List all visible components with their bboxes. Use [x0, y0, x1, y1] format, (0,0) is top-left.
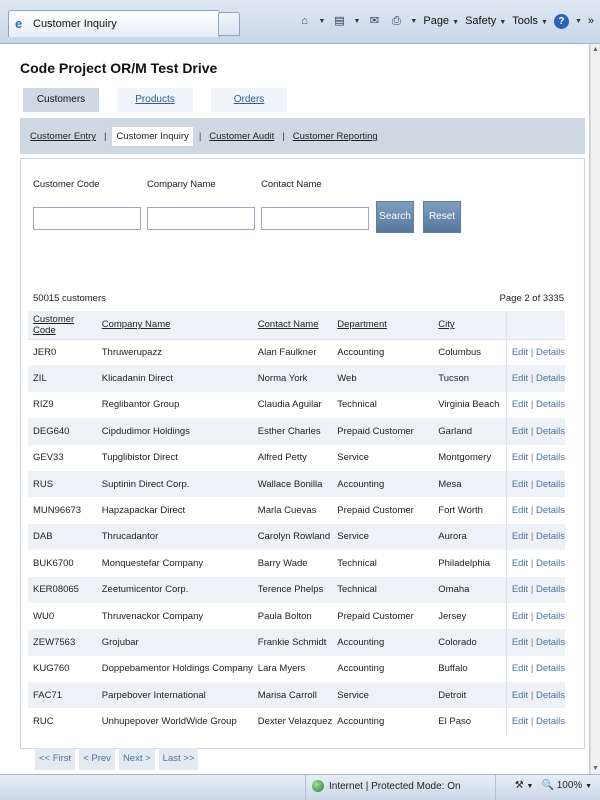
table-row	[28, 603, 565, 629]
details-link[interactable]: Details	[535, 663, 565, 675]
customer-code-label: Customer Code	[33, 179, 100, 190]
tab-orders[interactable]: Orders	[211, 88, 287, 112]
page-menu[interactable]: Page ▼	[423, 15, 460, 27]
cell-company-name: Tupglibistor Direct	[101, 452, 178, 464]
details-link[interactable]: Details	[535, 689, 565, 701]
edit-link[interactable]: Edit	[511, 452, 529, 464]
row-actions	[506, 445, 565, 471]
table-row	[28, 708, 565, 734]
details-link[interactable]: Details	[535, 478, 565, 490]
cell-department: Accounting	[337, 346, 385, 358]
help-icon[interactable]: ?	[554, 14, 569, 29]
feeds-icon[interactable]: ▤	[334, 15, 345, 27]
row-actions	[506, 471, 565, 497]
table-row	[28, 577, 565, 603]
cell-city: Colorado	[433, 629, 506, 655]
details-link[interactable]: Details	[535, 399, 565, 411]
company-name-input[interactable]	[147, 207, 255, 230]
cell-company-name: Suptinin Direct Corp.	[97, 471, 253, 497]
scroll-up-icon[interactable]: ▲	[592, 46, 599, 53]
row-actions	[506, 418, 565, 444]
print-dropdown-icon[interactable]: ▼	[410, 17, 418, 25]
cell-city: Detroit	[433, 682, 506, 708]
action-separator: |	[528, 425, 536, 437]
print-icon[interactable]: ⎙	[392, 15, 401, 27]
browser-tab[interactable]	[8, 10, 220, 37]
status-bar	[0, 774, 600, 800]
tab-products[interactable]: Products	[117, 88, 193, 112]
edit-link[interactable]: Edit	[511, 531, 529, 543]
cell-department: Prepaid Customer	[337, 505, 414, 517]
cell-customer-code: RUS	[28, 471, 97, 497]
pager-first-button[interactable]: << First	[35, 748, 75, 770]
cell-city: Omaha	[433, 577, 506, 603]
cell-customer-code: RUC	[33, 716, 54, 728]
details-link[interactable]: Details	[535, 557, 565, 569]
cell-city: Jersey	[438, 610, 467, 622]
cell-city: Montgomery	[438, 452, 492, 464]
security-zone-label: Internet | Protected Mode: On	[329, 780, 461, 792]
zoom-control[interactable]: 🔍 100% ▼	[541, 780, 592, 791]
edit-link[interactable]: Edit	[511, 663, 529, 675]
details-link[interactable]: Details	[535, 531, 565, 543]
vertical-scrollbar[interactable]	[590, 44, 600, 774]
row-actions	[506, 577, 565, 603]
cell-contact-name: Marisa Carroll	[253, 682, 332, 708]
toolbar-overflow[interactable]: »	[587, 15, 594, 27]
sub-navigation	[20, 118, 585, 154]
details-link[interactable]: Details	[535, 373, 565, 385]
action-separator: |	[528, 716, 536, 728]
table-header-row	[28, 311, 565, 339]
cell-contact-name: Lara Myers	[257, 663, 306, 675]
cell-contact-name: Alan Faulkner	[257, 346, 317, 358]
help-dropdown-icon[interactable]: ▼	[574, 17, 582, 25]
cell-customer-code: ZEW7563	[28, 629, 97, 655]
column-header-customer-code[interactable]: Customer Code	[28, 311, 97, 339]
cell-company-name: Thruvenackor Company	[101, 610, 204, 622]
action-separator: |	[528, 584, 536, 596]
cell-contact-name: Alfred Petty	[257, 452, 307, 464]
cell-company-name: Thruwerupazz	[101, 346, 162, 358]
contact-name-label: Contact Name	[261, 179, 322, 190]
cell-contact-name: Barry Wade	[257, 557, 308, 569]
inquiry-panel	[20, 158, 585, 764]
cell-company-name: Zeetumicentor Corp.	[97, 577, 253, 603]
pager-prev-button[interactable]: < Prev	[79, 748, 115, 770]
cell-city: Mesa	[433, 471, 506, 497]
details-link[interactable]: Details	[535, 610, 565, 622]
table-row	[28, 524, 565, 550]
cell-customer-code: KUG760	[33, 663, 70, 675]
cell-department: Prepaid Customer	[337, 610, 414, 622]
table-row	[28, 550, 565, 576]
results-count: 50015 customers	[33, 293, 106, 304]
row-actions	[506, 708, 565, 734]
feeds-dropdown-icon[interactable]: ▼	[353, 17, 361, 25]
edit-link[interactable]: Edit	[511, 716, 529, 728]
edit-link[interactable]: Edit	[511, 478, 529, 490]
edit-link[interactable]: Edit	[511, 689, 529, 701]
table-row	[28, 497, 565, 523]
security-zone[interactable]	[312, 780, 461, 792]
row-actions	[506, 392, 565, 418]
cell-company-name: Grojubar	[97, 629, 253, 655]
company-name-label: Company Name	[147, 179, 216, 190]
row-actions	[506, 629, 565, 655]
edit-link[interactable]: Edit	[511, 399, 529, 411]
cell-city: Fort Worth	[438, 505, 483, 517]
column-header-company-name[interactable]: Company Name	[97, 311, 253, 339]
cell-customer-code: DEG640	[28, 418, 97, 444]
cell-department: Technical	[337, 399, 377, 411]
browser-chrome	[0, 0, 600, 44]
action-separator: |	[528, 478, 536, 490]
tools-menu[interactable]: Tools ▼	[512, 15, 548, 27]
cell-company-name: Hapzapackar Direct	[101, 505, 186, 517]
edit-link[interactable]: Edit	[511, 557, 529, 569]
details-link[interactable]: Details	[535, 452, 565, 464]
cell-customer-code: GEV33	[33, 452, 64, 464]
details-link[interactable]: Details	[535, 346, 565, 358]
scroll-down-icon[interactable]: ▼	[592, 765, 599, 772]
cell-company-name: Monquestefar Company	[101, 557, 204, 569]
cell-company-name: Cipdudimor Holdings	[97, 418, 253, 444]
customer-table	[28, 311, 565, 735]
column-header-city[interactable]: City	[433, 311, 506, 339]
status-separator	[305, 775, 306, 800]
cell-customer-code: DAB	[28, 524, 97, 550]
protected-mode-settings-icon[interactable]: ⚒ ▼	[514, 780, 534, 791]
cell-company-name: Klicadanin Direct	[97, 365, 253, 391]
tab-title: Customer Inquiry	[33, 18, 117, 30]
globe-icon	[312, 780, 324, 792]
row-actions	[506, 656, 565, 682]
table-row	[28, 392, 565, 418]
column-header-actions	[506, 311, 565, 339]
table-row	[28, 418, 565, 444]
row-actions	[506, 550, 565, 576]
page-indicator: Page 2 of 3335	[499, 293, 564, 304]
read-mail-icon[interactable]: ✉	[369, 15, 380, 27]
cell-city: Philadelphia	[438, 557, 491, 569]
row-actions	[506, 497, 565, 523]
home-icon[interactable]: ⌂	[301, 15, 308, 27]
main-tabs	[23, 88, 287, 112]
action-separator: |	[528, 399, 536, 411]
cell-department: Technical	[337, 557, 377, 569]
row-actions	[506, 682, 565, 708]
cell-city: Tucson	[433, 365, 506, 391]
cell-department: Service	[332, 682, 433, 708]
edit-link[interactable]: Edit	[511, 636, 529, 648]
action-separator: |	[528, 452, 536, 464]
cell-contact-name: Wallace Bonilla	[253, 471, 332, 497]
cell-contact-name: Claudia Aguilar	[257, 399, 322, 411]
table-row	[28, 629, 565, 655]
cell-contact-name: Frankie Schmidt	[253, 629, 332, 655]
row-actions	[506, 365, 565, 391]
cell-city: Columbus	[438, 346, 482, 358]
cell-department: Service	[337, 452, 369, 464]
subnav-separator: |	[104, 131, 107, 142]
cell-contact-name: Terence Phelps	[253, 577, 332, 603]
table-row	[28, 365, 565, 391]
cell-contact-name: Dexter Velazquez	[257, 716, 333, 728]
cell-city: Garland	[433, 418, 506, 444]
cell-department: Accounting	[337, 716, 385, 728]
details-link[interactable]: Details	[535, 584, 565, 596]
details-link[interactable]: Details	[535, 636, 565, 648]
subnav-customer-audit[interactable]: Customer Audit	[209, 131, 275, 142]
contact-name-input[interactable]	[261, 207, 369, 230]
pager-next-button[interactable]: Next >	[119, 748, 155, 770]
table-row	[28, 445, 565, 471]
cell-city: Virginia Beach	[438, 399, 500, 411]
page-viewport	[0, 44, 590, 774]
cell-customer-code: JER0	[33, 346, 57, 358]
cell-department: Accounting	[337, 663, 385, 675]
row-actions	[506, 339, 565, 365]
cell-customer-code: FAC71	[28, 682, 97, 708]
cell-city: Aurora	[433, 524, 506, 550]
action-separator: |	[528, 663, 536, 675]
action-separator: |	[528, 636, 536, 648]
column-header-department[interactable]: Department	[332, 311, 433, 339]
table-row	[28, 471, 565, 497]
subnav-customer-entry[interactable]: Customer Entry	[30, 131, 96, 142]
cell-city: Buffalo	[438, 663, 468, 675]
edit-link[interactable]: Edit	[511, 584, 529, 596]
subnav-separator: |	[198, 131, 202, 142]
cell-city: El Paso	[438, 716, 472, 728]
action-separator: |	[528, 346, 536, 358]
cell-customer-code: MUN96673	[33, 505, 82, 517]
cell-department: Web	[332, 365, 433, 391]
cell-customer-code: WU0	[33, 610, 55, 622]
edit-link[interactable]: Edit	[511, 373, 529, 385]
column-header-contact-name[interactable]: Contact Name	[253, 311, 332, 339]
action-separator: |	[528, 557, 536, 569]
cell-contact-name: Norma York	[253, 365, 332, 391]
cell-contact-name: Marla Cuevas	[257, 505, 317, 517]
cell-department: Accounting	[332, 629, 433, 655]
cell-contact-name: Esther Charles	[253, 418, 332, 444]
action-separator: |	[528, 505, 536, 517]
subnav-customer-inquiry[interactable]: Customer Inquiry	[111, 126, 193, 147]
status-separator	[495, 775, 496, 800]
edit-link[interactable]: Edit	[511, 610, 529, 622]
row-actions	[506, 603, 565, 629]
command-bar	[297, 13, 594, 29]
cell-customer-code: RIZ9	[33, 399, 54, 411]
cell-company-name: Thrucadantor	[97, 524, 253, 550]
safety-menu[interactable]: Safety ▼	[465, 15, 507, 27]
cell-contact-name: Paula Bolton	[257, 610, 312, 622]
action-separator: |	[528, 689, 536, 701]
cell-customer-code: ZIL	[28, 365, 97, 391]
details-link[interactable]: Details	[535, 505, 565, 517]
cell-company-name: Reglibantor Group	[101, 399, 180, 411]
new-tab-button[interactable]	[218, 12, 240, 36]
cell-customer-code: BUK6700	[33, 557, 74, 569]
tab-customers[interactable]: Customers	[23, 88, 99, 112]
subnav-customer-reporting[interactable]: Customer Reporting	[292, 131, 378, 142]
action-separator: |	[528, 610, 536, 622]
page-title: Code Project OR/M Test Drive	[20, 60, 218, 76]
details-link[interactable]: Details	[535, 425, 565, 437]
row-actions	[506, 524, 565, 550]
table-row	[28, 682, 565, 708]
cell-customer-code: KER08065	[28, 577, 97, 603]
cell-department: Technical	[332, 577, 433, 603]
cell-department: Service	[332, 524, 433, 550]
table-row	[28, 339, 565, 365]
pager-last-button[interactable]: Last >>	[159, 748, 199, 770]
pager	[35, 748, 198, 770]
ie-logo-icon: e	[15, 16, 23, 31]
edit-link[interactable]: Edit	[511, 505, 529, 517]
subnav-separator: |	[282, 131, 285, 142]
details-link[interactable]: Details	[535, 716, 565, 728]
action-separator: |	[528, 531, 536, 543]
customer-code-input[interactable]	[33, 207, 141, 230]
cell-company-name: Parpebover International	[97, 682, 253, 708]
cell-department: Accounting	[332, 471, 433, 497]
cell-contact-name: Carolyn Rowland	[253, 524, 332, 550]
edit-link[interactable]: Edit	[511, 346, 529, 358]
cell-department: Prepaid Customer	[332, 418, 433, 444]
cell-company-name: Unhupepover WorldWide Group	[101, 716, 237, 728]
reset-button[interactable]: Reset	[423, 201, 461, 233]
table-row	[28, 656, 565, 682]
zoom-level: 100%	[556, 780, 583, 791]
action-separator: |	[528, 373, 536, 385]
cell-company-name: Doppebamentor Holdings Company	[101, 663, 253, 675]
edit-link[interactable]: Edit	[511, 425, 529, 437]
home-dropdown-icon[interactable]: ▼	[318, 17, 326, 25]
search-button[interactable]: Search	[376, 201, 414, 233]
